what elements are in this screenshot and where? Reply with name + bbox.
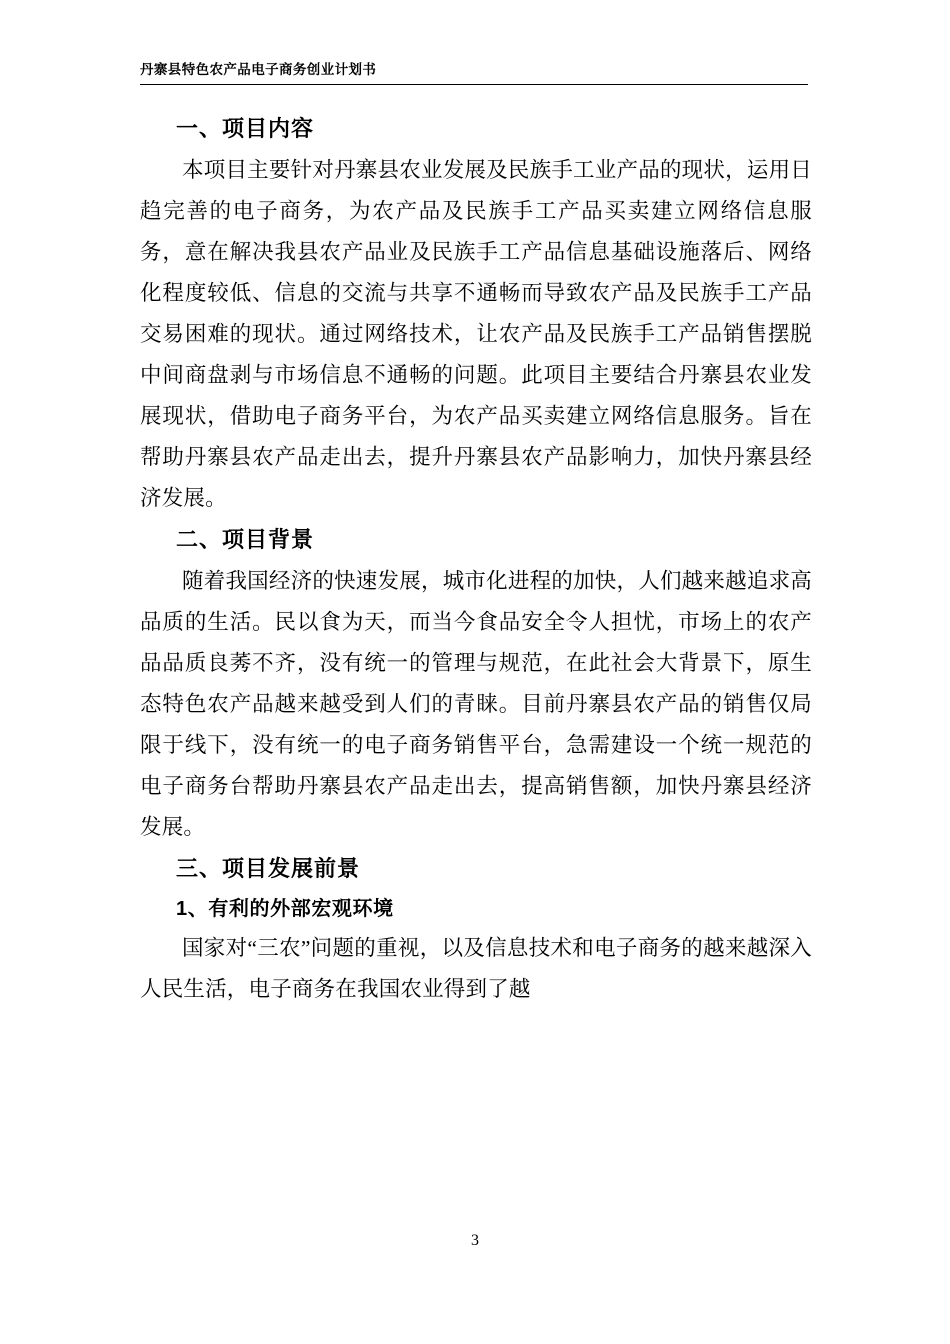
page-number: 3: [471, 1232, 479, 1249]
page-footer: [0, 1232, 950, 1250]
section-heading-1: 一、项目内容: [176, 116, 315, 141]
document-body: [140, 112, 812, 1010]
paragraph-2: 随着我国经济的快速发展，城市化进程的加快，人们越来越追求高品质的生活。民以食为天，而当今食品安全令人担忧，市场上的农产品品质良莠不齐，没有统一的管理与规范，在此社会大背景下，原生态特色农产品越来越受到人们的青睐。目前丹寨县农产品的销售仅局限于线下，没有统一的电子商务销售平台，急需建设一个统一规范的电子商务台帮助丹寨县农产品走出去，提高销售额，加快丹寨县经济发展。: [140, 569, 812, 839]
header-divider: [140, 84, 808, 85]
subsection-heading-1: 1、有利的外部宏观环境: [176, 898, 394, 920]
paragraph-3: 国家对“三农”问题的重视，以及信息技术和电子商务的越来越深入人民生活，电子商务在我国农业得到了越: [140, 936, 812, 1001]
section-heading-3: 三、项目发展前景: [176, 856, 361, 881]
page-header: [140, 58, 808, 85]
running-title: 丹寨县特色农产品电子商务创业计划书: [140, 62, 377, 77]
section-heading-2: 二、项目背景: [176, 527, 315, 552]
paragraph-1: 本项目主要针对丹寨县农业发展及民族手工业产品的现状，运用日趋完善的电子商务，为农产品及民族手工产品买卖建立网络信息服务，意在解决我县农产品业及民族手工产品信息基础设施落后、网络化程度较低、信息的交流与共享不通畅而导致农产品及民族手工产品交易困难的现状。通过网络技术，让农产品及民族手工产品销售摆脱中间商盘剥与市场信息不通畅的问题。此项目主要结合丹寨县农业发展现状，借助电子商务平台，为农产品买卖建立网络信息服务。旨在帮助丹寨县农产品走出去，提升丹寨县农产品影响力，加快丹寨县经济发展。: [140, 158, 812, 510]
